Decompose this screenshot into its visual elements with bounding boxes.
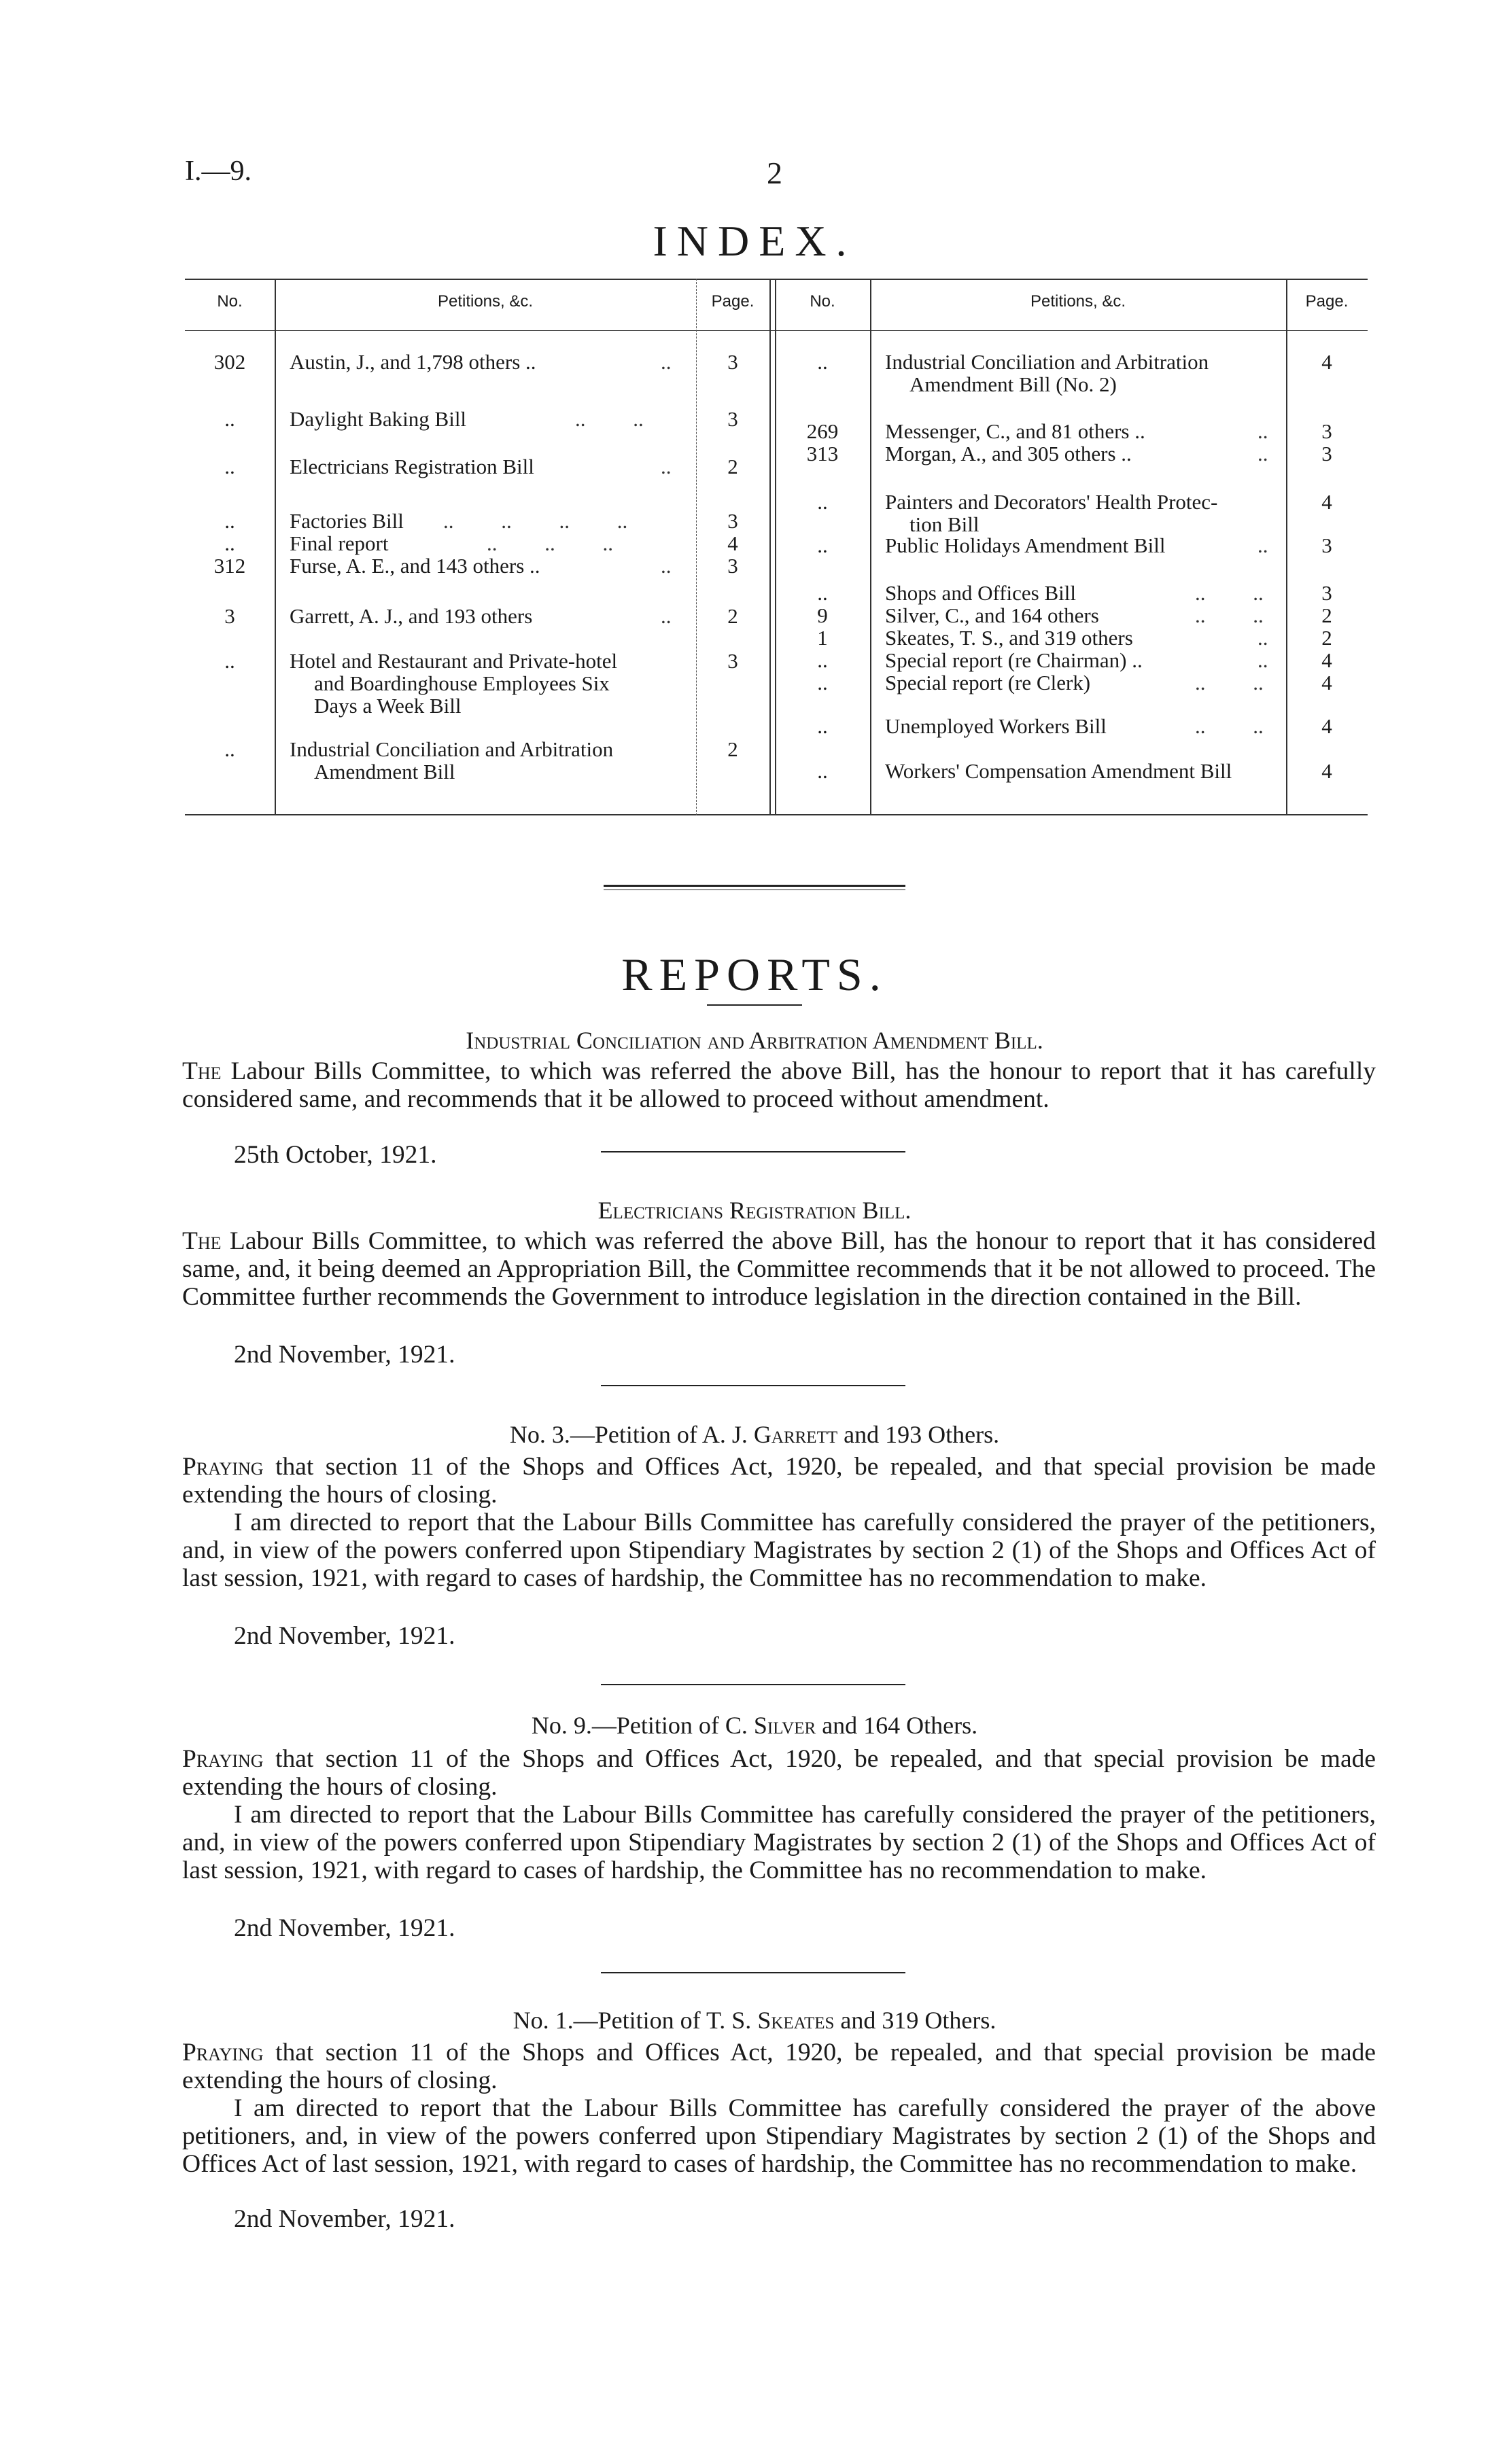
index-entry-page: 3 (727, 350, 738, 374)
header-page-left: Page. (711, 292, 755, 311)
paragraph-text: that section 11 of the Shops and Offices Act, 1920, be repealed, and that special provision be made extending the hours of closing. (182, 2039, 1376, 2094)
justified-line: and Boardinghouse Employees Six (314, 671, 610, 695)
index-entry-page: 4 (1321, 671, 1332, 694)
index-entry-title: Morgan, A., and 305 others .. (885, 442, 1132, 465)
index-entry-title: Unemployed Workers Bill (885, 714, 1107, 738)
leader-dots: .. (1258, 533, 1268, 557)
paragraph-text: I am directed to report that the Labour Bills Committee has carefully considered the prayer of the petitioners, and, in view of the powers conferred upon Stipendiary Magistrates by section 2 (1) of the Shops and Offices Act of last session, 1921, with regard to cases of hardship, the Committee has no recommendation to make. (182, 1801, 1376, 1884)
report-heading (0, 1420, 1509, 1449)
index-entry-title: Workers' Compensation Amendment Bill (885, 759, 1232, 783)
index-entry-page: 4 (1321, 648, 1332, 672)
index-entry-page: 3 (1321, 581, 1332, 605)
report-date: 2nd November, 1921. (234, 1914, 455, 1942)
header-petitions-left: Petitions, &c. (437, 292, 534, 311)
index-entry-no: .. (224, 455, 235, 478)
index-entry-line: Industrial Conciliation and Arbitration (290, 737, 614, 761)
paragraph-text: that section 11 of the Shops and Offices Act, 1920, be repealed, and that special provision be made extending the hours of closing. (182, 1453, 1376, 1509)
leader-dots: .. (1258, 626, 1268, 650)
reports-title: REPORTS. (621, 949, 888, 1000)
index-entry-line (290, 672, 691, 694)
index-entry-no: 3 (224, 604, 235, 628)
leader-dots: .. (661, 554, 672, 578)
index-entry-page: 4 (727, 531, 738, 555)
section-rule (601, 1684, 905, 1685)
paragraph-text: I am directed to report that the Labour Bills Committee has carefully considered the prayer of the petitioners, and, in view of the powers conferred upon Stipendiary Magistrates by section 2 (1) of the Shops and Offices Act of last session, 1921, with regard to cases of hardship, the Committee has no recommendation to make. (182, 1509, 1376, 1592)
leader-dots: .. (661, 350, 672, 374)
index-entry-page: 3 (727, 649, 738, 673)
index-entry-title: Silver, C., and 164 others (885, 603, 1099, 627)
lead-word: Praying (182, 2039, 264, 2066)
section-rule (601, 1151, 905, 1152)
index-entry-page: 3 (727, 407, 738, 431)
index-entry-title: Messenger, C., and 81 others .. (885, 419, 1145, 443)
index-entry-no: 269 (806, 419, 839, 443)
report-paragraph (182, 1057, 1376, 1113)
index-entry-no: .. (817, 581, 828, 605)
heading-text: and 164 Others. (816, 1712, 978, 1739)
report-heading (0, 2006, 1509, 2035)
table-top-rule (185, 279, 1368, 280)
heading-text: No. 9.—Petition of C. (531, 1712, 754, 1739)
index-entry-no: .. (224, 737, 235, 761)
column-divider (769, 279, 771, 815)
index-entry-no: .. (817, 648, 828, 672)
index-entry-title (885, 491, 1217, 535)
leader-dots: .. .. (1195, 603, 1264, 627)
index-entry-line: Industrial Conciliation and Arbitration (885, 350, 1209, 374)
index-entry-title: Factories Bill (290, 509, 404, 533)
title-underline (707, 1004, 802, 1006)
report-heading: Electricians Registration Bill. (597, 1197, 912, 1224)
index-entry-page: 3 (727, 554, 738, 578)
index-entry-no: .. (224, 531, 235, 555)
report-date: 2nd November, 1921. (234, 1622, 455, 1650)
index-entry-page: 2 (727, 737, 738, 761)
table-header-rule (185, 330, 1368, 331)
index-entry-title: Special report (re Clerk) (885, 671, 1091, 694)
index-entry-page: 4 (1321, 714, 1332, 738)
section-rule (601, 1972, 905, 1973)
index-entry-title: Austin, J., and 1,798 others .. (290, 350, 536, 374)
index-entry-no: 312 (213, 554, 246, 578)
index-entry-title (885, 351, 1209, 395)
leader-dots: .. .. (1195, 581, 1264, 605)
index-entry-line: Painters and Decorators' Health Protec- (885, 490, 1218, 514)
leader-dots: .. (661, 604, 672, 628)
index-entry-no: .. (817, 759, 828, 783)
index-entry-title: Furse, A. E., and 143 others .. (290, 554, 540, 578)
index-entry-title: Skeates, T. S., and 319 others (885, 626, 1133, 650)
table-bottom-rule (185, 814, 1368, 815)
index-table (185, 279, 1368, 815)
index-entry-page: 2 (727, 455, 738, 478)
index-entry-no: .. (224, 509, 235, 533)
report-date: 2nd November, 1921. (234, 1341, 455, 1369)
paragraph-text: that section 11 of the Shops and Offices Act, 1920, be repealed, and that special provision be made extending the hours of closing. (182, 1745, 1376, 1801)
index-entry-no: .. (817, 714, 828, 738)
index-entry-no: 302 (213, 350, 246, 374)
section-double-rule (604, 885, 905, 887)
leader-dots: .. (661, 455, 672, 478)
index-entry-no: .. (224, 649, 235, 673)
header-petitions-right: Petitions, &c. (1030, 292, 1126, 311)
lead-word: The (182, 1227, 222, 1255)
index-entry-title: Special report (re Chairman) .. (885, 648, 1143, 672)
report-paragraph (182, 1745, 1376, 1884)
leader-dots: .. .. (1195, 714, 1264, 738)
index-entry-title: Shops and Offices Bill (885, 581, 1076, 605)
index-title: INDEX. (653, 217, 856, 265)
petitioner-name: Garrett (753, 1421, 838, 1448)
index-entry-title: Final report (290, 531, 389, 555)
index-entry-no: .. (224, 407, 235, 431)
report-date: 25th October, 1921. (234, 1141, 437, 1169)
index-entry-page: 4 (1321, 759, 1332, 783)
index-entry-page: 4 (1321, 490, 1332, 514)
report-paragraph (182, 2039, 1376, 2178)
heading-text: and 319 Others. (834, 2007, 996, 2034)
index-entry-title: Electricians Registration Bill (290, 455, 534, 478)
leader-dots: .. (1258, 648, 1268, 672)
index-entry-page: 3 (1321, 419, 1332, 443)
index-entry-no: .. (817, 490, 828, 514)
leader-dots: .. .. .. .. (443, 509, 628, 533)
index-entry-line: Days a Week Bill (314, 694, 462, 718)
index-entry-line: tion Bill (909, 512, 979, 536)
page-number: 2 (767, 156, 782, 190)
index-entry-no: .. (817, 350, 828, 374)
index-entry-title: Garrett, A. J., and 193 others (290, 604, 533, 628)
index-entry-page: 3 (1321, 533, 1332, 557)
index-entry-page: 3 (1321, 442, 1332, 465)
header-page-right: Page. (1305, 292, 1349, 311)
paragraph-text: I am directed to report that the Labour Bills Committee has carefully considered the prayer of the above petitioners, and, in view of the powers conferred upon Stipendiary Magistrates by section 2 (1) of the Shops and Offices Act of last session, 1921, with regard to cases of hardship, the Committee has no recommendation to make. (182, 2094, 1376, 2178)
index-entry-page: 3 (727, 509, 738, 533)
leader-dots: .. .. .. (487, 531, 613, 555)
column-divider (275, 279, 276, 815)
index-entry-no: 1 (817, 626, 828, 650)
petitioner-name: Silver (753, 1712, 816, 1739)
index-entry-page: 2 (1321, 626, 1332, 650)
paragraph-text: Labour Bills Committee, to which was referred the above Bill, has the honour to report that it has carefully considered same, and recommends that it be allowed to proceed without amendment. (182, 1057, 1376, 1113)
report-paragraph (182, 1227, 1376, 1311)
column-divider (870, 279, 871, 815)
index-entry-line: Amendment Bill (No. 2) (909, 372, 1117, 396)
index-entry-line: Amendment Bill (314, 760, 455, 784)
index-entry-page: 2 (1321, 603, 1332, 627)
report-heading: Industrial Conciliation and Arbitration Amendment Bill. (466, 1027, 1043, 1054)
header-no-left: No. (217, 292, 243, 311)
index-entry-line: Hotel and Restaurant and Private-hotel (290, 649, 618, 673)
lead-word: The (182, 1057, 222, 1085)
report-heading (0, 1711, 1509, 1740)
heading-text: No. 1.—Petition of T. S. (513, 2007, 758, 2034)
index-entry-no: .. (817, 533, 828, 557)
index-entry-title: Public Holidays Amendment Bill (885, 533, 1166, 557)
report-paragraph (182, 1453, 1376, 1592)
lead-word: Praying (182, 1745, 264, 1773)
petitioner-name: Skeates (757, 2007, 835, 2034)
index-entry-title (290, 738, 613, 783)
index-entry-page: 4 (1321, 350, 1332, 374)
index-entry-title: Daylight Baking Bill (290, 407, 467, 431)
leader-dots: .. .. (575, 407, 644, 431)
paragraph-text: Labour Bills Committee, to which was referred the above Bill, has the honour to report that it has considered same, and, it being deemed an Appropriation Bill, the Committee recommends that it be not allowed to proceed. The Committee further recommends the Government to introduce legislation in the direction contained in the Bill. (182, 1227, 1376, 1311)
report-date: 2nd November, 1921. (234, 2205, 455, 2233)
section-rule (601, 1385, 905, 1386)
document-reference: I.—9. (185, 156, 252, 187)
index-entry-page: 2 (727, 604, 738, 628)
heading-text: and 193 Others. (837, 1421, 1000, 1448)
leader-dots: .. .. (1195, 671, 1264, 694)
leader-dots: .. (1258, 442, 1268, 465)
index-entry-no: 313 (806, 442, 839, 465)
header-no-right: No. (810, 292, 835, 311)
leader-dots: .. (1258, 419, 1268, 443)
index-entry-no: .. (817, 671, 828, 694)
heading-text: No. 3.—Petition of A. J. (509, 1421, 754, 1448)
index-entry-title (290, 650, 691, 717)
index-entry-no: 9 (817, 603, 828, 627)
lead-word: Praying (182, 1453, 264, 1481)
